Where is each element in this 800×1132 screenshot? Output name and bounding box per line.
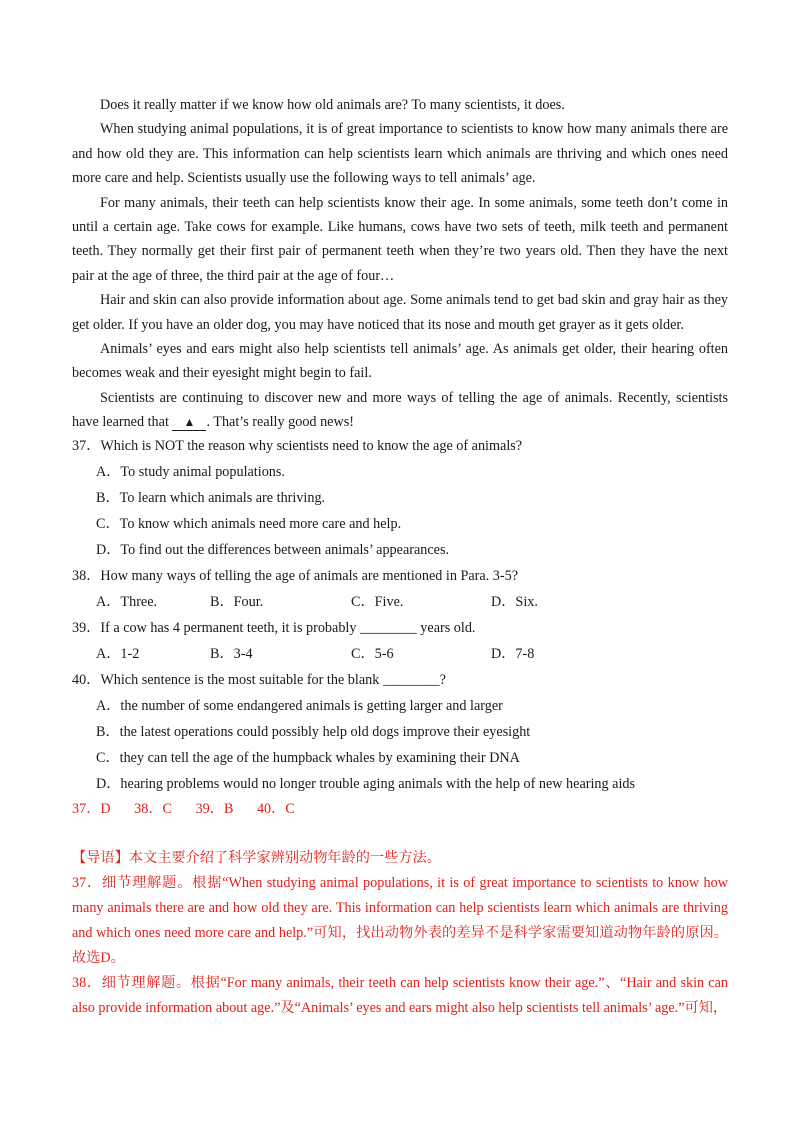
passage-paragraph-5: Animals’ eyes and ears might also help scientists tell animals’ age. As animals get older, their hearing often becomes weak and their eyesight might begin to fail. xyxy=(72,341,728,382)
question-37-option-c: C．To know which animals need more care and help. xyxy=(96,516,402,532)
question-39-option-b: B．3-4 xyxy=(210,646,253,662)
explanation-38: 38．细节理解题。根据“For many animals, their teeth can help scientists know their age.”、“Hair and skin can also provide information about age.”及“Animals’ eyes and ears might also help scientists tell animals’ age.”可知， xyxy=(72,975,728,1016)
question-39-option-d: D．7-8 xyxy=(491,646,535,662)
question-40-option-b: B．the latest operations could possibly help old dogs improve their eyesight xyxy=(96,724,531,740)
question-38-stem: 38．How many ways of telling the age of animals are mentioned in Para. 3-5? xyxy=(72,568,518,584)
question-39-option-a: A．1-2 xyxy=(96,646,140,662)
answer-37: 37．D xyxy=(72,801,111,817)
question-38-option-b: B．Four. xyxy=(210,594,264,610)
reading-passage xyxy=(72,93,728,435)
passage-paragraph-2: When studying animal populations, it is of great importance to scientists to know how many animals there are and how old they are. This information can help scientists learn which animals are thriving and which ones need more care and help. Scientists usually use the following ways to tell animals’ age. xyxy=(72,121,728,187)
passage-paragraph-1: Does it really matter if we know how old animals are? To many scientists, it does. xyxy=(100,97,565,113)
question-40-option-d: D．hearing problems would no longer trouble aging animals with the help of new hearing aids xyxy=(96,776,636,792)
question-38-option-a: A．Three. xyxy=(96,594,158,610)
question-39-options xyxy=(72,641,728,667)
question-37-option-a: A．To study animal populations. xyxy=(96,464,285,480)
triangle-icon: ▲ xyxy=(183,415,196,430)
passage-paragraph-3: For many animals, their teeth can help scientists know their age. In some animals, some teeth don’t come in until a certain age. Take cows for example. Like humans, cows have two sets of teeth, milk teeth and permanent teeth. They normally get their first pair of permanent teeth when they’re two years old. Then they have the next pair at the age of three, the third pair at the age of four… xyxy=(72,194,728,284)
question-37-option-b: B．To learn which animals are thriving. xyxy=(96,490,326,506)
passage-paragraph-6 xyxy=(72,386,728,435)
paragraph-6-ending: . That’s really good news! xyxy=(206,414,354,431)
question-list xyxy=(72,433,728,797)
explanation-37: 37．细节理解题。根据“When studying animal populations, it is of great importance to scientists to know how many animals there are and how old they are. This information can help scientists learn which animals are thriving and which ones need more care and help.”可知，找出动物外表的差异不是科学家需要知道动物年龄的原因。故选D。 xyxy=(72,875,728,966)
answer-39: 39．B xyxy=(195,801,234,817)
question-37-stem: 37．Which is NOT the reason why scientists need to know the age of animals? xyxy=(72,438,523,454)
answer-40: 40．C xyxy=(256,801,295,817)
question-38-options xyxy=(72,589,728,615)
paragraph-6-text: Scientists are continuing to discover new and more ways of telling the age of animals. Recently, scientists have learned that xyxy=(72,389,728,431)
question-38-option-d: D．Six. xyxy=(491,594,538,610)
explanation-section xyxy=(72,846,728,1021)
question-40-option-c: C．they can tell the age of the humpback whales by examining their DNA xyxy=(96,750,520,766)
question-40-option-a: A．the number of some endangered animals is getting larger and larger xyxy=(96,698,503,714)
answer-38: 38．C xyxy=(134,801,173,817)
explanation-intro: 【导语】本文主要介绍了科学家辨别动物年龄的一些方法。 xyxy=(72,850,441,866)
question-38-option-c: C．Five. xyxy=(351,594,404,610)
question-40-stem: 40．Which sentence is the most suitable for the blank ________? xyxy=(72,672,446,688)
passage-paragraph-4: Hair and skin can also provide information about age. Some animals tend to get bad skin and gray hair as they get older. If you have an older dog, you may have noticed that its nose and mouth get grayer as it gets older. xyxy=(72,292,728,333)
answer-blank xyxy=(172,414,206,431)
answer-key xyxy=(72,796,315,822)
question-37-option-d: D．To find out the differences between animals’ appearances. xyxy=(96,542,450,558)
question-39-stem: 39．If a cow has 4 permanent teeth, it is probably ________ years old. xyxy=(72,620,476,636)
question-39-option-c: C．5-6 xyxy=(351,646,394,662)
